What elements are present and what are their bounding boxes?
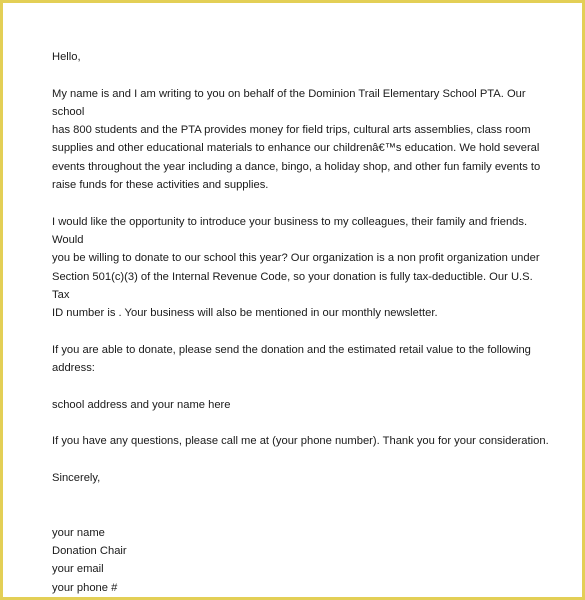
spacer <box>52 322 552 340</box>
closing: Sincerely, <box>52 471 101 484</box>
spacer <box>52 377 552 395</box>
signature-phone: your phone # <box>52 581 118 594</box>
signature-email: your email <box>52 563 104 576</box>
greeting: Hello, <box>52 51 81 63</box>
letter-body <box>52 48 552 597</box>
spacer <box>52 451 552 469</box>
paragraph-contact: If you have any questions, please call me at (your phone number). Thank you for your consideration. <box>52 435 549 448</box>
paragraph-donation-instructions: If you are able to donate, please send the donation and the estimated retail value to the following address: <box>52 343 531 375</box>
paragraph-request: I would like the opportunity to introduce your business to my colleagues, their family and friends. Would you be willing to donate to our school this year? Our organization is a non profit organization under Section 501(c)(3) of the Internal Revenue Code, so your donation is fully tax-deductible. Our U.S. Tax ID number is . Your business will also be mentioned in our monthly newsletter. <box>52 215 540 320</box>
signature-name: your name <box>52 526 105 539</box>
spacer <box>52 194 552 212</box>
paragraph-introduction: My name is and I am writing to you on behalf of the Dominion Trail Elementary School PTA. Our school has 800 students and the PTA provides money for field trips, cultural arts assemblies, class room supplies and other educational materials to enhance our childrenâ€™s education. We hold several events throughout the year including a dance, bingo, a holiday shop, and other fun family events to raise funds for these activities and supplies. <box>52 87 541 192</box>
spacer <box>52 487 552 524</box>
spacer <box>52 66 552 84</box>
signature-title: Donation Chair <box>52 545 127 558</box>
address-line: school address and your name here <box>52 398 231 411</box>
spacer <box>52 414 552 432</box>
